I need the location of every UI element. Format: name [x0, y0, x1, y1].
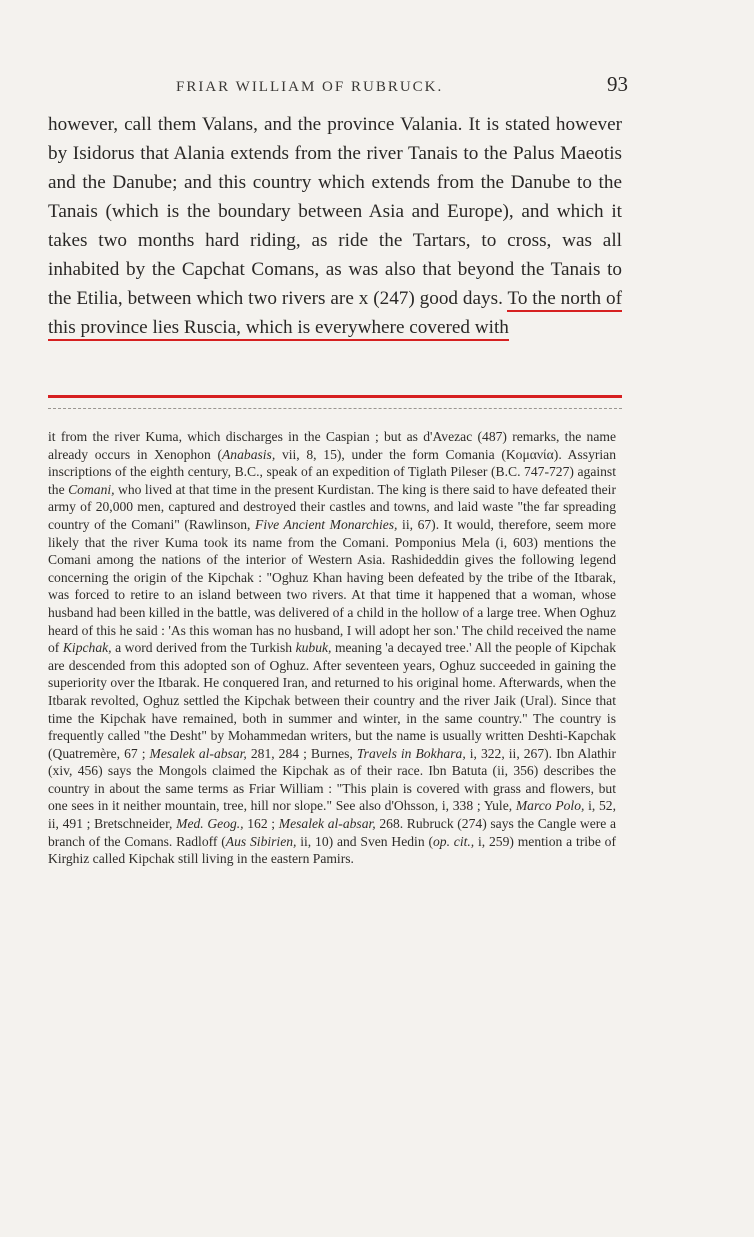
footnote-italic: Five Ancient Monarchies, [255, 516, 398, 532]
main-text-body: however, call them Valans, and the province Valania. It is stated however by Isidorus that Alania extends from the river Tanais to the Palus Maeotis and the Danube; and this country which extends from the Danube to the Tanais (which is the boundary between Asia and Europe), and which it takes two months hard riding, as ride the Tartars, to cross, was all inhabited by the Capchat Comans, as was also that beyond the Tanais to the Etilia, between which two rivers are x (247) good days. [48, 114, 622, 309]
footnote-italic: Travels in Bokhara, [356, 745, 466, 761]
footnote-text: who lived at that time in the present Kurdistan. The king is there said to have defeated their army of 20,000 men, captured and destroyed their castles and towns, and laid waste "the far spreading country of the Comani" (Rawlinson, [48, 481, 616, 532]
footnote-separator [48, 408, 622, 409]
footnote-italic: Mesalek al-absar, [149, 745, 247, 761]
footnote-italic: Anabasis, [222, 446, 276, 462]
footnote-italic: Marco Polo, [515, 798, 585, 814]
footnote-italic: Kipchak, [62, 640, 112, 656]
footnote-italic: Mesalek al-absar, [278, 816, 376, 832]
red-underline-rule [48, 395, 622, 398]
footnote-text: 268. Rubruck (274) says the Cangle were a branch of the Comans. Radloff ( [48, 816, 617, 849]
footnote-text: ii, 10) and Sven Hedin ( [296, 833, 433, 849]
footnote-text: ii, 67). It would, therefore, seem more likely that the river Kuma took its name from the Comani. Pomponius Mela (i, 603) mentions the Comani among the nations of the interior of Western Asia. Rashideddin gives the following legend concerning the origin of the Kipchak : "Oghuz Khan having been defeated by the tribe of the Itbarak, was forced to retire to an island between two rivers. At that time it happened that a woman, whose husband had been killed in the battle, was delivered of a child in the hollow of a large tree. When Oghuz heard of this he said : 'As this woman has no husband, I will adopt her son.' The child received the name of [48, 516, 617, 656]
footnote-text: 281, 284 ; Burnes, [246, 745, 357, 761]
footnote-italic: kubuk, [295, 640, 332, 656]
footnote-text: i, 52, ii, 491 ; Bretschneider, [48, 798, 616, 832]
footnote-text: i, 259) mention a tribe of Kirghiz called Kipchak still living in the eastern Pamirs. [48, 833, 617, 867]
footnote-text: a word derived from the Turkish [111, 640, 296, 656]
page-header [48, 72, 628, 97]
running-title: FRIAR WILLIAM OF RUBRUCK. [176, 79, 444, 95]
footnote-text: 162 ; [243, 816, 279, 832]
page-number: 93 [607, 72, 628, 96]
footnote-italic: Med. Geog., [176, 816, 244, 832]
footnote-italic: Aus Sibirien, [225, 833, 297, 849]
footnote-italic: op. cit., [432, 833, 475, 849]
footnote-italic: Comani, [68, 481, 115, 497]
footnote-text: vii, 8, 15), under the form Comania (Κομανία). Assyrian inscriptions of the eighth century, B.C., speak of an expedition of Tiglath Pileser (B.C. 747-727) against the [48, 446, 617, 497]
footnote-text: meaning 'a decayed tree.' All the people of Kipchak are descended from this adopted son of Oghuz. After seventeen years, Oghuz succeeded in gaining the superiority over the Itbarak. He conquered Iran, and returned to his original home. Afterwards, when the Itbarak revolted, Oghuz settled the Kipchak between their country and the river Jaik (Ural). Since that time the Kipchak have remained, both in summer and winter, in the same country." The country is frequently called "the Desht" by Mohammedan writers, but the name is usually written Deshti-Kapchak (Quatremère, 67 ; [48, 640, 616, 761]
footnote [48, 428, 616, 868]
footnote-text: it from the river Kuma, which discharges in the Caspian ; but as d'Avezac (487) remarks, the name already occurs in Xenophon ( [48, 429, 616, 462]
footnote-text: i, 322, ii, 267). Ibn Alathir (xiv, 456) says the Mongols claimed the Kipchak as of their race. Ibn Batuta (ii, 356) describes the country in about the same terms as Friar William : "This plain is covered with grass and flowers, but one sees in it neither mountain, tree, hill nor slope." See also d'Ohsson, i, 338 ; Yule, [48, 745, 616, 814]
underlined-passage: To the north of this province lies Ruscia, which is everywhere covered with [48, 288, 622, 341]
main-text [48, 110, 622, 342]
